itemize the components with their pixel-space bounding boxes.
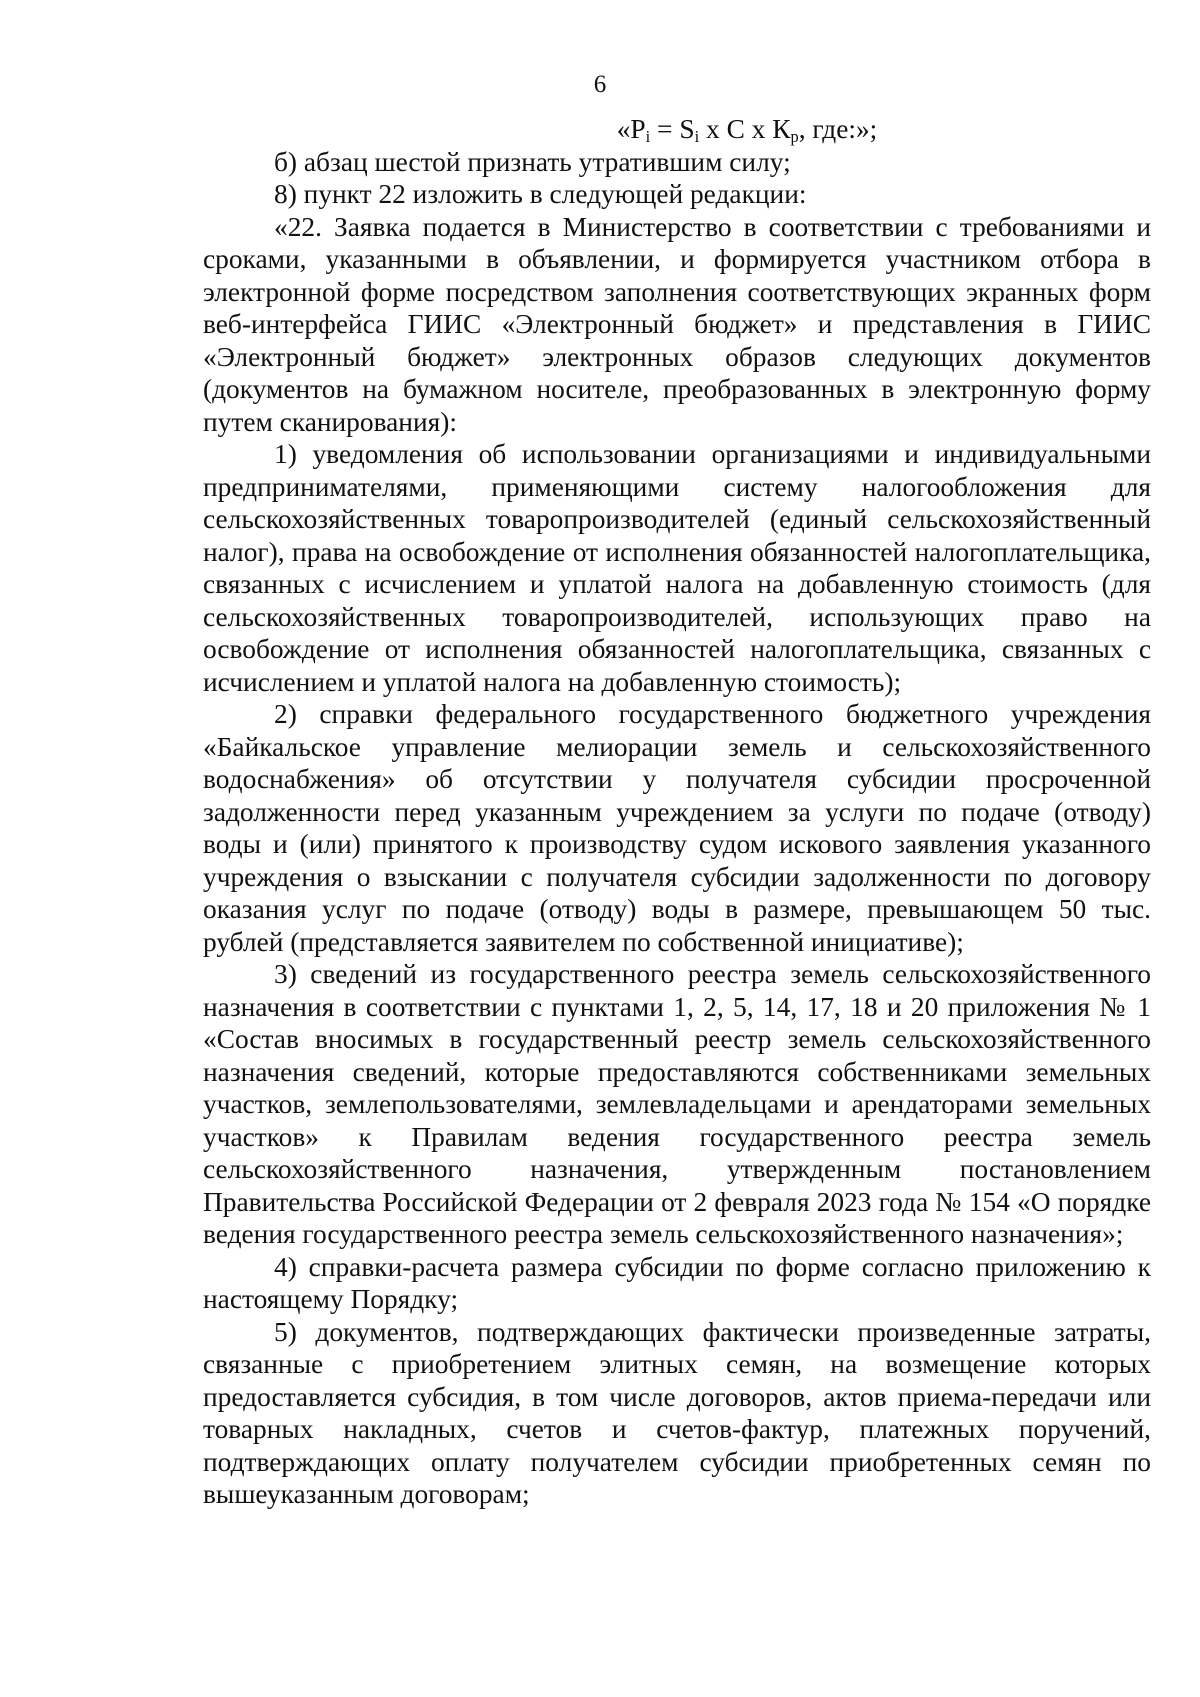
document-body (203, 113, 1151, 1511)
paragraph-item-8: 8) пункт 22 изложить в следующей редакции: (274, 179, 807, 209)
list-item-3: 3) сведений из государственного реестра земель сельскохозяйственного назначения в соответствии с пунктами 1, 2, 5, 14, 17, 18 и 20 приложения № 1 «Состав вносимых в государственный реестр земель сельскохозяйственного назначения сведений, которые предоставляются собственниками земельных участков, землепользователями, землевладельцами и арендаторами земельных участков» к Правилам ведения государственного реестра земель сельскохозяйственного назначения, утвержденным постановлением Правительства Российской Федерации от 2 февраля 2023 года № 154 «О порядке ведения государственного реестра земель сельскохозяйственного назначения»; (203, 959, 1151, 1249)
list-item-1: 1) уведомления об использовании организациями и индивидуальными предпринимателями, применяющими систему налогообложения для сельскохозяйственных товаропроизводителей (единый сельскохозяйственный налог), права на освобождение от исполнения обязанностей налогоплательщика, связанных с исчислением и уплатой налога на добавленную стоимость (для сельскохозяйственных товаропроизводителей, использующих право на освобождение от исполнения обязанностей налогоплательщика, связанных с исчислением и уплатой налога на добавленную стоимость); (203, 439, 1151, 697)
list-item-2: 2) справки федерального государственного бюджетного учреждения «Байкальское управление мелиорации земель и сельскохозяйственного водоснабжения» об отсутствии у получателя субсидии просроченной задолженности перед указанным учреждением за услуги по подаче (отводу) воды и (или) принятого к производству судом искового заявления указанного учреждения о взыскании с получателя субсидии задолженности по договору оказания услуг по подаче (отводу) воды в размере, превышающем 50 тыс. рублей (представляется заявителем по собственной инициативе); (203, 699, 1151, 957)
paragraph-point-22: «22. Заявка подается в Министерство в соответствии с требованиями и сроками, указанными в объявлении, и формируется участником отбора в электронной форме посредством заполнения соответствующих экранных форм веб-интерфейса ГИИС «Электронный бюджет» и представления в ГИИС «Электронный бюджет» электронных образов следующих документов (документов на бумажном носителе, преобразованных в электронную форму путем сканирования): (203, 211, 1151, 437)
paragraph-repeal-clause: б) абзац шестой признать утратившим силу; (274, 146, 791, 177)
page-number: 6 (593, 71, 607, 98)
formula: «$P_i = S_i$ x C x $К_р$, где:»; (616, 114, 878, 147)
list-item-4: 4) справки-расчета размера субсидии по форме согласно приложению к настоящему Порядку; (203, 1251, 1151, 1314)
list-item-5: 5) документов, подтверждающих фактически произведенные затраты, связанные с приобретением элитных семян, на возмещение которых предоставляется субсидия, в том числе договоров, актов приема-передачи или товарных накладных, счетов и счетов-фактур, платежных поручений, подтверждающих оплату получателем субсидии приобретенных семян по вышеуказанным договорам; (203, 1316, 1151, 1509)
